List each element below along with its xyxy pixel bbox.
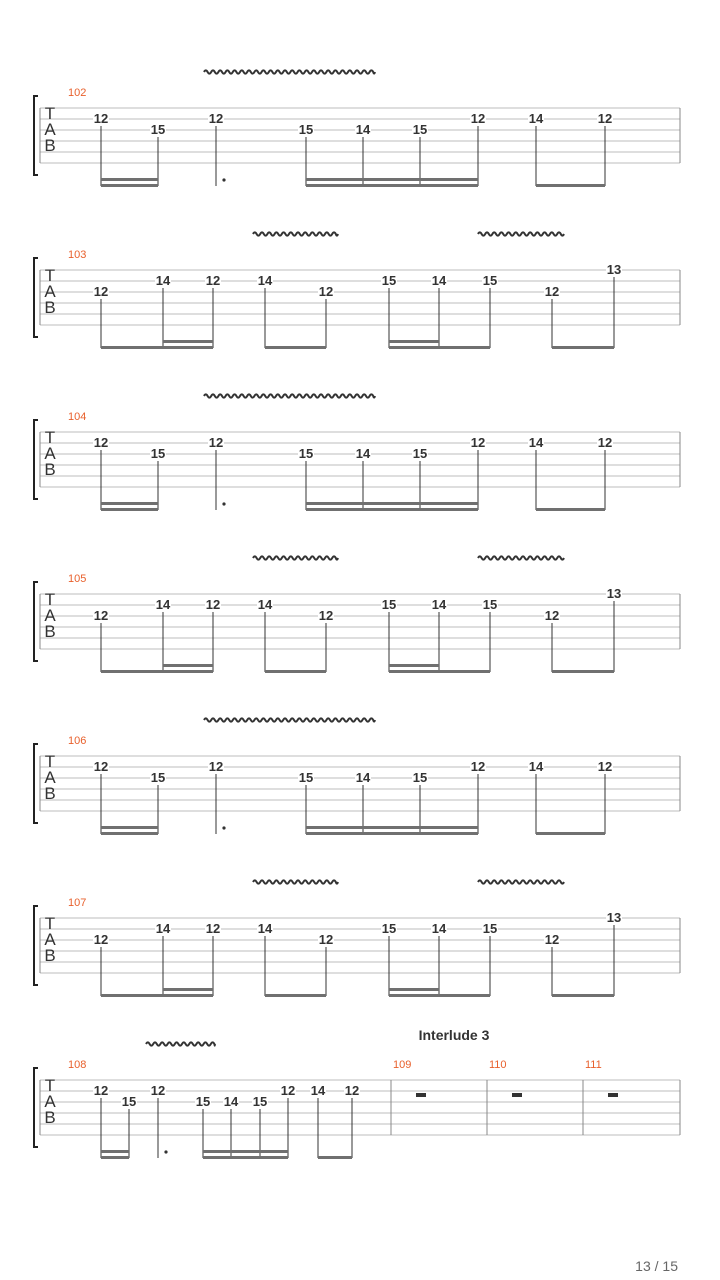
- tab-system: [34, 897, 680, 997]
- fret-number: 12: [208, 759, 224, 774]
- fret-number: 14: [431, 921, 447, 936]
- system-bracket: [34, 96, 38, 175]
- fret-number: 14: [310, 1083, 326, 1098]
- fret-number: 15: [150, 122, 166, 137]
- augmentation-dot: [222, 178, 225, 181]
- tab-clef-letter: A: [44, 444, 56, 463]
- beam-secondary: [101, 826, 158, 829]
- beam-secondary: [163, 988, 213, 991]
- beam: [101, 1156, 129, 1159]
- tab-clef-letter: B: [44, 1108, 56, 1127]
- fret-number: 12: [93, 1083, 109, 1098]
- tab-system: [34, 573, 680, 673]
- fret-number: 14: [155, 921, 171, 936]
- measure: [44, 897, 622, 997]
- fret-number: 15: [412, 770, 428, 785]
- fret-number: 12: [597, 111, 613, 126]
- beam: [552, 346, 614, 349]
- fret-number: 13: [606, 586, 622, 601]
- fret-number: 15: [482, 273, 498, 288]
- fret-number: 12: [544, 608, 560, 623]
- fret-number: 12: [93, 759, 109, 774]
- augmentation-dot: [164, 1150, 167, 1153]
- tab-clef-letter: T: [44, 428, 56, 447]
- beam: [552, 670, 614, 673]
- beam: [265, 670, 326, 673]
- tab-clef-letter: A: [44, 120, 56, 139]
- fret-number: 15: [121, 1094, 137, 1109]
- measure-number: 111: [585, 1059, 602, 1071]
- fret-number: 12: [205, 597, 221, 612]
- fret-number: 12: [205, 273, 221, 288]
- fret-number: 15: [482, 597, 498, 612]
- fret-number: 15: [482, 921, 498, 936]
- vibrato-mark: [146, 1042, 215, 1045]
- fret-number: 12: [205, 921, 221, 936]
- tab-clef-letter: B: [44, 298, 56, 317]
- system-bracket: [34, 582, 38, 661]
- fret-number: 15: [195, 1094, 211, 1109]
- fret-number: 12: [344, 1083, 360, 1098]
- fret-number: 12: [318, 932, 334, 947]
- fret-number: 15: [298, 770, 314, 785]
- tab-system: [34, 735, 680, 835]
- beam-secondary: [306, 178, 478, 181]
- tab-clef-letter: T: [44, 104, 56, 123]
- tab-clef-letter: B: [44, 784, 56, 803]
- fret-number: 14: [528, 111, 544, 126]
- beam: [101, 832, 158, 835]
- tab-system: [34, 87, 680, 187]
- fret-number: 14: [355, 122, 371, 137]
- beam: [536, 508, 605, 511]
- vibrato-mark: [478, 232, 564, 235]
- fret-number: 15: [381, 921, 397, 936]
- tab-clef-letter: B: [44, 136, 56, 155]
- beam: [536, 184, 605, 187]
- fret-number: 14: [257, 921, 273, 936]
- measure-number: 108: [68, 1059, 87, 1071]
- beam: [265, 346, 326, 349]
- fret-number: 15: [252, 1094, 268, 1109]
- fret-number: 12: [470, 111, 486, 126]
- fret-number: 14: [155, 273, 171, 288]
- beam: [306, 508, 478, 511]
- beam: [318, 1156, 352, 1159]
- fret-number: 14: [355, 446, 371, 461]
- beam-secondary: [163, 340, 213, 343]
- fret-number: 12: [597, 435, 613, 450]
- fret-number: 12: [597, 759, 613, 774]
- fret-number: 14: [155, 597, 171, 612]
- fret-number: 14: [355, 770, 371, 785]
- beam-secondary: [101, 1150, 129, 1153]
- tab-clef-letter: B: [44, 622, 56, 641]
- fret-number: 12: [318, 608, 334, 623]
- beam: [265, 994, 326, 997]
- beam: [101, 184, 158, 187]
- tab-system: [34, 1027, 680, 1159]
- beam: [163, 994, 213, 997]
- beam-secondary: [306, 826, 478, 829]
- beam-secondary: [389, 664, 439, 667]
- measure-number: 105: [68, 573, 87, 585]
- vibrato-mark: [253, 556, 338, 559]
- fret-number: 12: [208, 435, 224, 450]
- fret-number: 12: [318, 284, 334, 299]
- fret-number: 12: [544, 932, 560, 947]
- tab-clef-letter: T: [44, 590, 56, 609]
- beam: [306, 832, 478, 835]
- fret-number: 12: [208, 111, 224, 126]
- tab-clef-letter: T: [44, 752, 56, 771]
- vibrato-mark: [478, 880, 564, 883]
- fret-number: 12: [470, 435, 486, 450]
- fret-number: 14: [528, 435, 544, 450]
- fret-number: 14: [431, 597, 447, 612]
- beam: [101, 508, 158, 511]
- system-bracket: [34, 744, 38, 823]
- beam: [389, 994, 439, 997]
- tab-clef-letter: A: [44, 1092, 56, 1111]
- whole-rest: [416, 1093, 426, 1097]
- whole-rest: [608, 1093, 618, 1097]
- beam: [203, 1156, 288, 1159]
- page-number: 13 / 15: [635, 1258, 678, 1274]
- fret-number: 15: [150, 770, 166, 785]
- system-bracket: [34, 1068, 38, 1147]
- tab-clef-letter: A: [44, 606, 56, 625]
- beam-secondary: [101, 502, 158, 505]
- beam-secondary: [389, 988, 439, 991]
- vibrato-mark: [204, 70, 375, 73]
- fret-number: 12: [93, 111, 109, 126]
- measure: [44, 735, 613, 835]
- system-bracket: [34, 420, 38, 499]
- fret-number: 15: [381, 273, 397, 288]
- beam: [552, 994, 614, 997]
- fret-number: 15: [298, 446, 314, 461]
- augmentation-dot: [222, 826, 225, 829]
- fret-number: 15: [298, 122, 314, 137]
- vibrato-mark: [204, 394, 375, 397]
- fret-number: 14: [528, 759, 544, 774]
- beam-secondary: [306, 502, 478, 505]
- system-bracket: [34, 906, 38, 985]
- beam-secondary: [203, 1150, 288, 1153]
- fret-number: 12: [93, 435, 109, 450]
- beam: [536, 832, 605, 835]
- system-bracket: [34, 258, 38, 337]
- fret-number: 15: [412, 122, 428, 137]
- fret-number: 13: [606, 910, 622, 925]
- vibrato-mark: [253, 880, 338, 883]
- fret-number: 13: [606, 262, 622, 277]
- measure: [391, 1027, 490, 1135]
- measure-number: 110: [489, 1059, 507, 1071]
- fret-number: 14: [223, 1094, 239, 1109]
- fret-number: 14: [431, 273, 447, 288]
- fret-number: 12: [150, 1083, 166, 1098]
- beam: [163, 670, 213, 673]
- measure-number: 107: [68, 897, 87, 909]
- tab-clef-letter: T: [44, 914, 56, 933]
- measure-number: 102: [68, 87, 87, 99]
- fret-number: 15: [381, 597, 397, 612]
- beam-secondary: [389, 340, 439, 343]
- fret-number: 15: [150, 446, 166, 461]
- measure: [44, 249, 622, 349]
- fret-number: 14: [257, 597, 273, 612]
- measure-number: 104: [68, 411, 87, 423]
- whole-rest: [512, 1093, 522, 1097]
- vibrato-mark: [478, 556, 564, 559]
- fret-number: 12: [544, 284, 560, 299]
- beam-secondary: [163, 664, 213, 667]
- augmentation-dot: [222, 502, 225, 505]
- beam: [306, 184, 478, 187]
- measure: [44, 573, 622, 673]
- beam: [389, 346, 439, 349]
- section-label: Interlude 3: [418, 1027, 490, 1043]
- tab-clef-letter: B: [44, 946, 56, 965]
- measure-number: 106: [68, 735, 87, 747]
- fret-number: 12: [470, 759, 486, 774]
- fret-number: 12: [93, 608, 109, 623]
- beam-secondary: [101, 178, 158, 181]
- fret-number: 12: [93, 284, 109, 299]
- tab-clef-letter: T: [44, 266, 56, 285]
- vibrato-mark: [253, 232, 338, 235]
- measure: [44, 1059, 391, 1159]
- tab-clef-letter: T: [44, 1076, 56, 1095]
- fret-number: 12: [280, 1083, 296, 1098]
- tab-clef-letter: A: [44, 930, 56, 949]
- measure: [44, 87, 613, 187]
- measure: [44, 411, 613, 511]
- measure-number: 103: [68, 249, 87, 261]
- fret-number: 12: [93, 932, 109, 947]
- vibrato-mark: [204, 718, 375, 721]
- measure-number: 109: [393, 1059, 412, 1071]
- fret-number: 15: [412, 446, 428, 461]
- beam: [389, 670, 439, 673]
- tab-system: [34, 411, 680, 511]
- beam: [163, 346, 213, 349]
- fret-number: 14: [257, 273, 273, 288]
- tab-clef-letter: A: [44, 768, 56, 787]
- tab-clef-letter: B: [44, 460, 56, 479]
- tab-system: [34, 249, 680, 349]
- tab-clef-letter: A: [44, 282, 56, 301]
